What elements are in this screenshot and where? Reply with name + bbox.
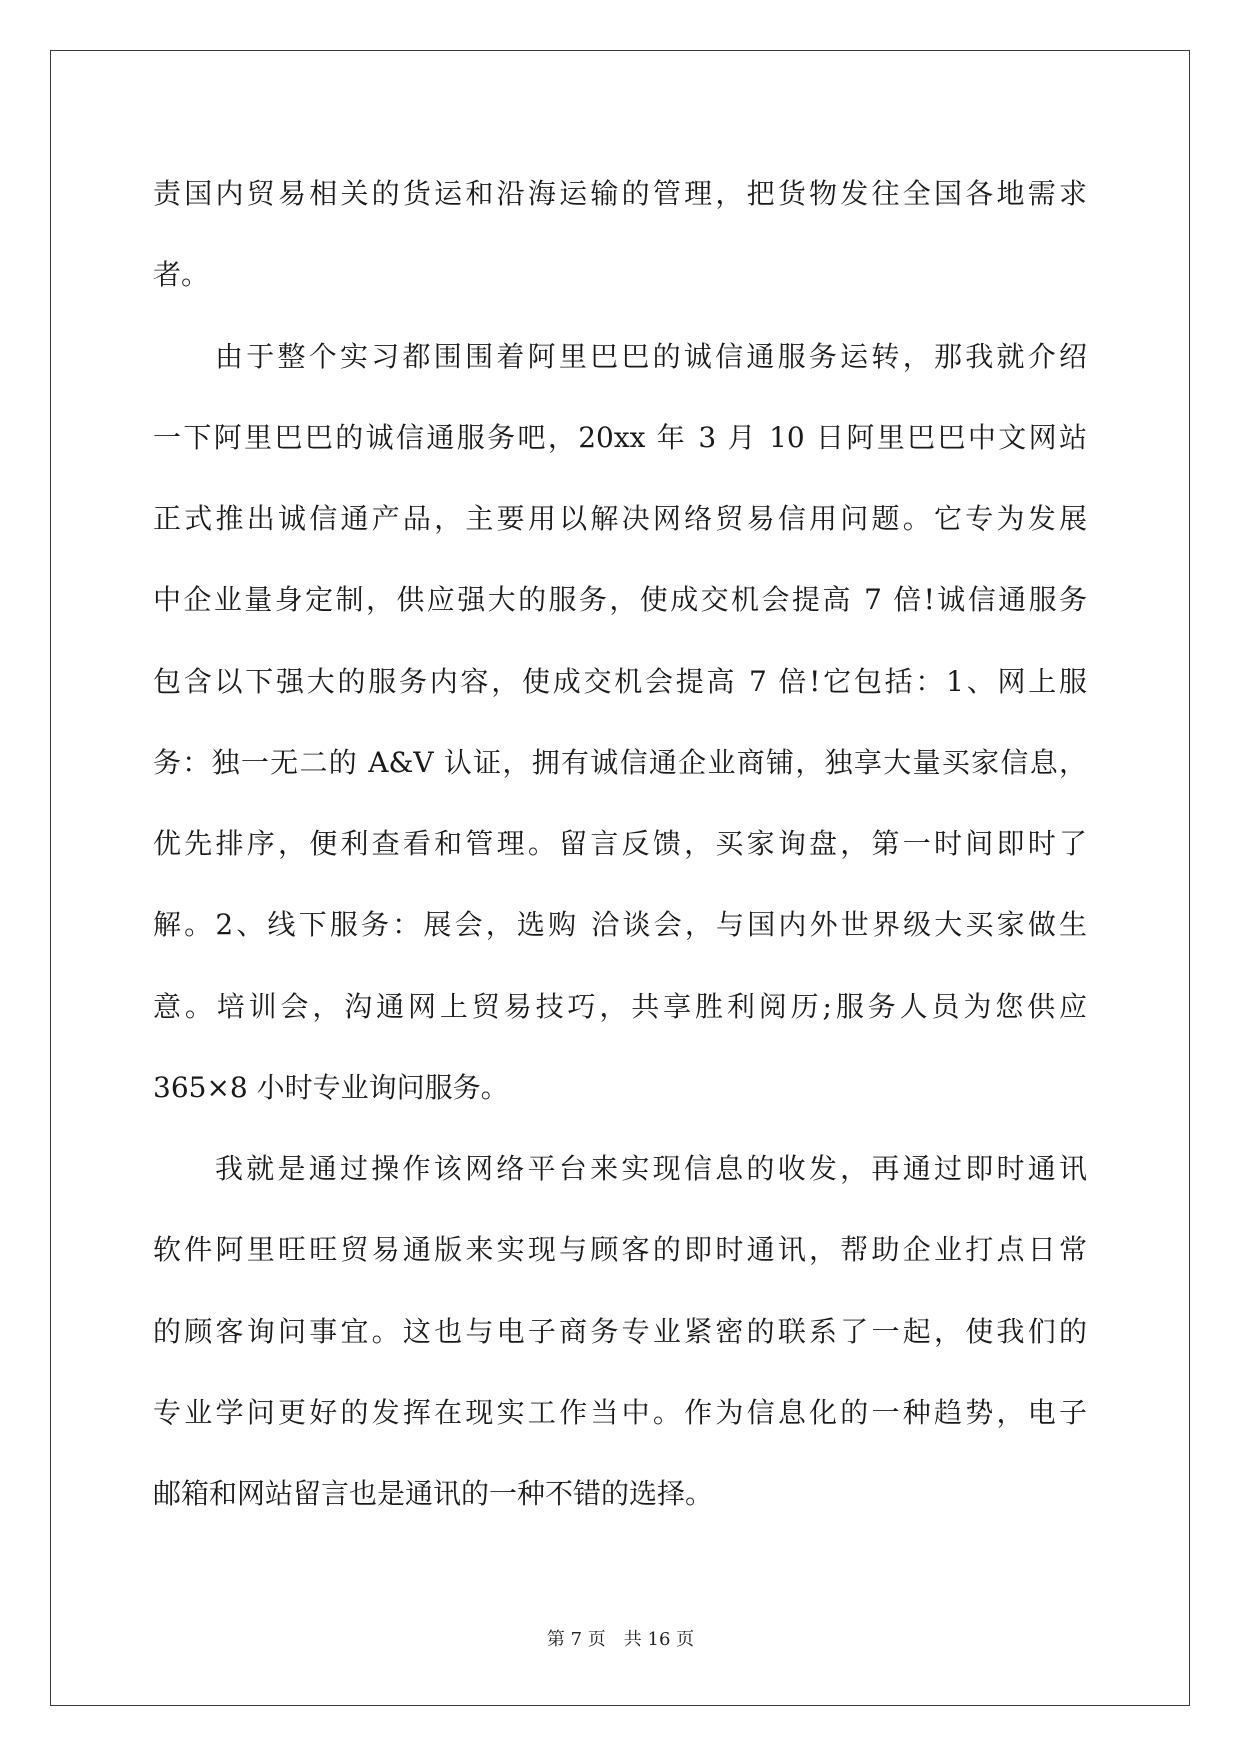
paragraph	[153, 316, 1087, 1129]
text-line: 软件阿里旺旺贸易通版来实现与顾客的即时通讯，帮助企业打点日常	[153, 1233, 1087, 1267]
text-line: 邮箱和网站留言也是通讯的一种不错的选择。	[153, 1477, 714, 1510]
text-line: 的顾客询问事宜。这也与电子商务专业紧密的联系了一起，使我们的	[153, 1314, 1087, 1348]
text-line: 我就是通过操作该网络平台来实现信息的收发，再通过即时通讯	[215, 1152, 1087, 1185]
text-line: 务：独一无二的 A&V 认证，拥有诚信通企业商铺，独享大量买家信息，	[153, 745, 1087, 779]
document-body	[153, 153, 1087, 1534]
text-line: 专业学问更好的发挥在现实工作当中。作为信息化的一种趋势，电子	[153, 1395, 1087, 1429]
text-line: 365×8 小时专业询问服务。	[153, 1070, 509, 1104]
text-line: 责国内贸易相关的货运和沿海运输的管理，把货物发往全国各地需求	[153, 177, 1087, 210]
text-line: 中企业量身定制，供应强大的服务，使成交机会提高 7 倍!诚信通服务	[153, 583, 1087, 617]
paragraph	[153, 1128, 1087, 1534]
text-line: 正式推出诚信通产品，主要用以解决网络贸易信用问题。它专为发展	[153, 502, 1087, 535]
text-line: 意。培训会，沟通网上贸易技巧，共享胜利阅历;服务人员为您供应	[153, 989, 1087, 1023]
text-line: 解。2、线下服务：展会，选购 洽谈会，与国内外世界级大买家做生	[153, 908, 1087, 942]
paragraph	[153, 153, 1087, 316]
text-line: 一下阿里巴巴的诚信通服务吧，20xx 年 3 月 10 日阿里巴巴中文网站	[153, 420, 1087, 454]
text-line: 包含以下强大的服务内容，使成交机会提高 7 倍!它包括：1、网上服	[153, 664, 1087, 698]
text-line: 者。	[153, 258, 210, 292]
page-footer: 第 7 页 共 16 页	[546, 1629, 695, 1650]
text-line: 优先排序，便利查看和管理。留言反馈，买家询盘，第一时间即时了	[153, 827, 1087, 860]
text-line: 由于整个实习都围围着阿里巴巴的诚信通服务运转，那我就介绍	[215, 339, 1087, 373]
